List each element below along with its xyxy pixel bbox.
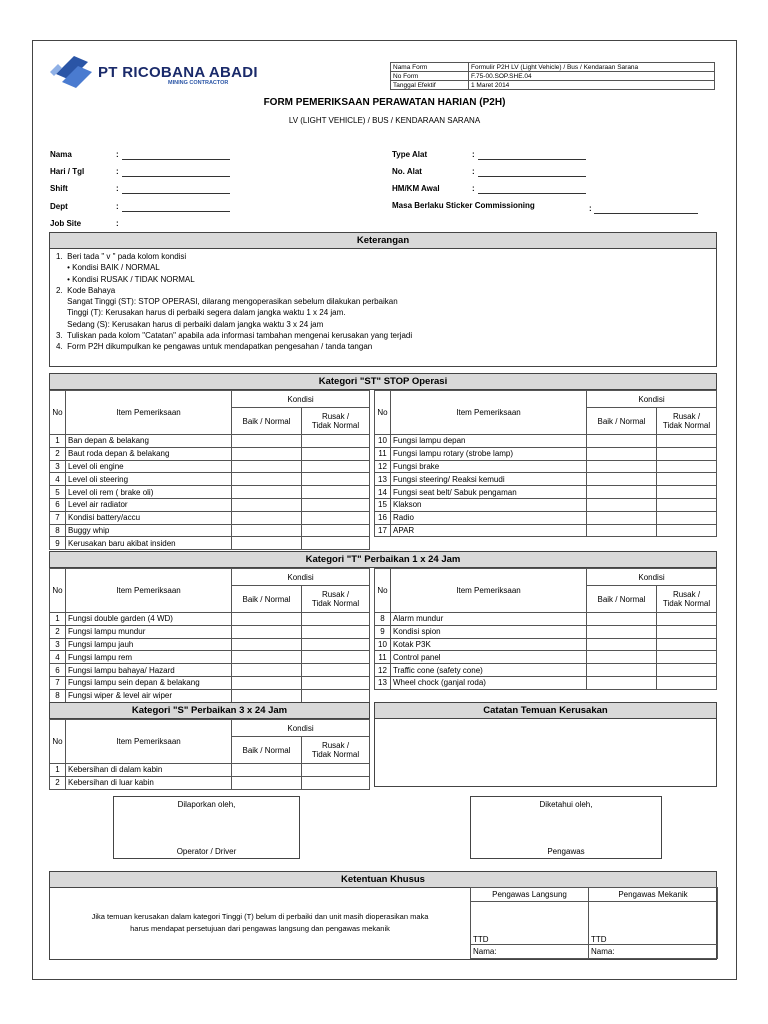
check-rusak[interactable] [657, 486, 717, 499]
check-rusak[interactable] [302, 676, 370, 689]
col-rusak-header [302, 586, 370, 613]
ketentuan-box [49, 888, 717, 960]
row-no: 8 [50, 689, 66, 702]
col-kondisi-header: Kondisi [232, 569, 370, 586]
row-no: 4 [50, 473, 66, 486]
check-rusak[interactable] [302, 447, 370, 460]
rusak-line-2: Tidak Normal [311, 599, 360, 608]
s-table-left [49, 719, 370, 790]
field-label: Shift [50, 184, 68, 193]
check-baik[interactable] [232, 435, 302, 448]
col-baik-header: Baik / Normal [587, 408, 657, 435]
col-no-header: No [50, 720, 66, 764]
nama-langsung[interactable]: Nama: [471, 944, 589, 958]
keterangan-line: 3. Tuliskan pada kolom "Catatan" apabila ada informasi tambahan mengenai kerusakan yang terjadi [56, 331, 413, 341]
signature-known-box[interactable] [470, 796, 662, 859]
check-rusak[interactable] [302, 511, 370, 524]
table-row [50, 689, 370, 702]
form-info-row [391, 63, 715, 72]
col-rusak-header [657, 586, 717, 613]
known-role: Pengawas [547, 847, 585, 856]
col-kondisi-header: Kondisi [587, 569, 717, 586]
ketentuan-text-2: harus mendapat persetujuan dari pengawas langsung dan pengawas mekanik [130, 924, 390, 933]
company-logo [48, 52, 258, 92]
check-baik[interactable] [232, 764, 302, 777]
row-item: Klakson [391, 498, 587, 511]
check-rusak[interactable] [302, 613, 370, 626]
pengawas-mekanik-header: Pengawas Mekanik [589, 888, 718, 902]
rusak-line-1: Rusak / [321, 590, 350, 599]
row-no: 7 [50, 511, 66, 524]
check-rusak[interactable] [302, 664, 370, 677]
row-item: Fungsi lampu jauh [66, 638, 232, 651]
keterangan-line: • Kondisi RUSAK / TIDAK NORMAL [56, 274, 195, 284]
field-label: Job Site [50, 219, 82, 228]
row-item: Kondisi battery/accu [66, 511, 232, 524]
row-item: Kerusakan baru akibat insiden [66, 537, 232, 550]
table-row [375, 638, 717, 651]
check-baik[interactable] [232, 676, 302, 689]
check-rusak[interactable] [302, 460, 370, 473]
rusak-line-1: Rusak / [321, 412, 350, 421]
row-no: 15 [375, 498, 391, 511]
row-no: 2 [50, 776, 66, 789]
check-rusak[interactable] [302, 638, 370, 651]
field-input[interactable] [594, 204, 698, 214]
row-no: 2 [50, 447, 66, 460]
col-baik-header: Baik / Normal [232, 408, 302, 435]
row-item: Fungsi brake [391, 460, 587, 473]
check-rusak[interactable] [657, 498, 717, 511]
known-label: Diketahui oleh, [539, 800, 593, 809]
table-row [375, 625, 717, 638]
row-no: 3 [50, 460, 66, 473]
row-item: Fungsi lampu mundur [66, 625, 232, 638]
keterangan-line: Tinggi (T): Kerusakan harus di perbaiki segera dalam jangka waktu 1 x 24 jam. [56, 308, 346, 318]
check-baik[interactable] [232, 486, 302, 499]
kategori-s-title: Kategori "S" Perbaikan 3 x 24 Jam [49, 702, 370, 719]
check-baik[interactable] [232, 511, 302, 524]
table-row [375, 676, 717, 689]
field-input[interactable] [122, 184, 230, 194]
check-baik[interactable] [587, 524, 657, 537]
field-input[interactable] [478, 184, 586, 194]
check-baik[interactable] [587, 511, 657, 524]
check-rusak[interactable] [302, 498, 370, 511]
check-rusak[interactable] [302, 486, 370, 499]
rusak-line-1: Rusak / [672, 412, 701, 421]
check-baik[interactable] [587, 638, 657, 651]
row-no: 3 [50, 638, 66, 651]
row-item: Buggy whip [66, 524, 232, 537]
row-no: 13 [375, 676, 391, 689]
table-row [375, 651, 717, 664]
check-rusak[interactable] [657, 460, 717, 473]
field-input[interactable] [122, 202, 230, 212]
logo-mark-icon [48, 52, 100, 92]
field-colon: : [589, 204, 592, 213]
row-item: APAR [391, 524, 587, 537]
check-rusak[interactable] [302, 764, 370, 777]
check-rusak[interactable] [657, 435, 717, 448]
row-item: Wheel chock (ganjal roda) [391, 676, 587, 689]
col-item-header: Item Pemeriksaan [391, 391, 587, 435]
keterangan-box [49, 249, 717, 367]
field-colon: : [116, 184, 119, 193]
rusak-line-2: Tidak Normal [662, 599, 711, 608]
field-colon: : [116, 202, 119, 211]
check-baik[interactable] [232, 524, 302, 537]
row-no: 12 [375, 460, 391, 473]
row-item: Level oli rem ( brake oli) [66, 486, 232, 499]
row-no: 5 [50, 486, 66, 499]
row-no: 10 [375, 435, 391, 448]
form-info-table [390, 62, 715, 90]
keterangan-line: Sedang (S): Kerusakan harus di perbaiki dalam jangka waktu 3 x 24 jam [56, 319, 324, 329]
table-row [375, 511, 717, 524]
check-baik[interactable] [587, 664, 657, 677]
keterangan-line: 2. Kode Bahaya [56, 285, 116, 295]
company-name: PT RICOBANA ABADI [98, 64, 258, 81]
nama-mekanik[interactable]: Nama: [589, 944, 718, 958]
form-info-value: 1 Maret 2014 [469, 81, 715, 90]
col-rusak-header [302, 408, 370, 435]
row-item: Radio [391, 511, 587, 524]
col-item-header: Item Pemeriksaan [66, 569, 232, 613]
table-row [50, 435, 370, 448]
ketentuan-sign-table [470, 887, 718, 959]
check-rusak[interactable] [657, 676, 717, 689]
table-row [50, 486, 370, 499]
ketentuan-title: Ketentuan Khusus [49, 871, 717, 888]
row-no: 12 [375, 664, 391, 677]
t-table-right [374, 568, 717, 690]
row-item: Alarm mundur [391, 613, 587, 626]
col-kondisi-header: Kondisi [587, 391, 717, 408]
check-baik[interactable] [587, 460, 657, 473]
form-title: FORM PEMERIKSAAN PERAWATAN HARIAN (P2H) [263, 97, 506, 108]
field-label: Type Alat [392, 150, 428, 159]
kategori-st-title: Kategori "ST" STOP Operasi [49, 373, 717, 390]
t-table-left [49, 568, 370, 703]
table-row [50, 498, 370, 511]
pengawas-langsung-header: Pengawas Langsung [471, 888, 589, 902]
check-rusak[interactable] [302, 689, 370, 702]
check-baik[interactable] [232, 460, 302, 473]
row-item: Traffic cone (safety cone) [391, 664, 587, 677]
col-rusak-header [657, 408, 717, 435]
field-colon: : [116, 150, 119, 159]
check-rusak[interactable] [657, 524, 717, 537]
reported-label: Dilaporkan oleh, [177, 800, 236, 809]
row-item: Fungsi lampu rem [66, 651, 232, 664]
check-rusak[interactable] [657, 638, 717, 651]
row-item: Control panel [391, 651, 587, 664]
col-no-header: No [50, 391, 66, 435]
keterangan-line: Sangat Tinggi (ST): STOP OPERASI, dilarang mengoperasikan sebelum dilakukan perbaikan [56, 297, 398, 307]
table-row [50, 524, 370, 537]
col-no-header: No [50, 569, 66, 613]
row-item: Fungsi lampu sein depan & belakang [66, 676, 232, 689]
check-rusak[interactable] [302, 651, 370, 664]
row-no: 2 [50, 625, 66, 638]
row-no: 11 [375, 651, 391, 664]
field-input[interactable] [478, 167, 586, 177]
field-colon: : [116, 219, 119, 228]
form-info-key: No Form [391, 72, 469, 81]
check-rusak[interactable] [302, 435, 370, 448]
field-colon: : [472, 150, 475, 159]
check-baik[interactable] [587, 486, 657, 499]
keterangan-title: Keterangan [49, 232, 717, 249]
row-item: Fungsi steering/ Reaksi kemudi [391, 473, 587, 486]
check-rusak[interactable] [657, 664, 717, 677]
col-item-header: Item Pemeriksaan [66, 720, 232, 764]
row-item: Level oli steering [66, 473, 232, 486]
check-baik[interactable] [587, 473, 657, 486]
check-baik[interactable] [232, 689, 302, 702]
check-baik[interactable] [587, 613, 657, 626]
keterangan-line: 1. Beri tada " v " pada kolom kondisi [56, 252, 187, 261]
field-label: Nama [50, 150, 72, 159]
row-no: 1 [50, 435, 66, 448]
ketentuan-text-1: Jika temuan kerusakan dalam kategori Tinggi (T) belum di perbaiki dan unit masih dioperasikan maka [91, 912, 429, 921]
field-input[interactable] [122, 150, 230, 160]
check-baik[interactable] [587, 435, 657, 448]
field-colon: : [472, 167, 475, 176]
check-baik[interactable] [587, 676, 657, 689]
check-rusak[interactable] [302, 625, 370, 638]
row-item: Ban depan & belakang [66, 435, 232, 448]
col-item-header: Item Pemeriksaan [391, 569, 587, 613]
row-item: Fungsi lampu rotary (strobe lamp) [391, 447, 587, 460]
keterangan-line: 4. Form P2H dikumpulkan ke pengawas untuk mendapatkan pengesahan / tanda tangan [56, 342, 373, 352]
check-baik[interactable] [232, 625, 302, 638]
col-baik-header: Baik / Normal [587, 586, 657, 613]
row-item: Fungsi wiper & level air wiper [66, 689, 232, 702]
rusak-line-1: Rusak / [672, 590, 701, 599]
row-no: 11 [375, 447, 391, 460]
check-baik[interactable] [587, 447, 657, 460]
field-label: HM/KM Awal [392, 184, 440, 193]
check-baik[interactable] [232, 664, 302, 677]
company-tagline: MINING CONTRACTOR [168, 80, 229, 86]
col-kondisi-header: Kondisi [232, 720, 370, 737]
field-colon: : [472, 184, 475, 193]
table-row [50, 651, 370, 664]
catatan-box[interactable] [374, 719, 717, 787]
check-baik[interactable] [587, 651, 657, 664]
field-label: Dept [50, 202, 68, 211]
check-baik[interactable] [232, 537, 302, 550]
row-item: Fungsi seat belt/ Sabuk pengaman [391, 486, 587, 499]
check-baik[interactable] [232, 473, 302, 486]
col-no-header: No [375, 391, 391, 435]
check-baik[interactable] [232, 651, 302, 664]
table-row [375, 664, 717, 677]
col-rusak-header [302, 737, 370, 764]
table-row [50, 664, 370, 677]
table-row [375, 473, 717, 486]
table-row [50, 676, 370, 689]
form-info-row [391, 72, 715, 81]
check-rusak[interactable] [657, 625, 717, 638]
row-item: Fungsi lampu depan [391, 435, 587, 448]
col-baik-header: Baik / Normal [232, 586, 302, 613]
table-row [375, 447, 717, 460]
check-rusak[interactable] [302, 524, 370, 537]
row-item: Level air radiator [66, 498, 232, 511]
row-no: 1 [50, 764, 66, 777]
table-row [375, 613, 717, 626]
col-baik-header: Baik / Normal [232, 737, 302, 764]
kategori-t-title: Kategori "T" Perbaikan 1 x 24 Jam [49, 551, 717, 568]
table-row [50, 447, 370, 460]
table-row [50, 638, 370, 651]
row-no: 14 [375, 486, 391, 499]
row-no: 8 [50, 524, 66, 537]
check-baik[interactable] [232, 613, 302, 626]
row-item: Kondisi spion [391, 625, 587, 638]
rusak-line-2: Tidak Normal [662, 421, 711, 430]
field-colon: : [116, 167, 119, 176]
check-baik[interactable] [587, 625, 657, 638]
table-row [50, 764, 370, 777]
check-baik[interactable] [232, 776, 302, 789]
row-no: 6 [50, 664, 66, 677]
form-info-key: Nama Form [391, 63, 469, 72]
form-subtitle: LV (LIGHT VEHICLE) / BUS / KENDARAAN SARANA [288, 116, 481, 125]
check-rusak[interactable] [657, 511, 717, 524]
form-info-key: Tanggal Efektif [391, 81, 469, 90]
table-row [375, 524, 717, 537]
table-row [50, 537, 370, 550]
check-rusak[interactable] [657, 473, 717, 486]
table-row [375, 486, 717, 499]
table-row [375, 498, 717, 511]
row-item: Kotak P3K [391, 638, 587, 651]
row-no: 9 [375, 625, 391, 638]
row-item: Baut roda depan & belakang [66, 447, 232, 460]
form-info-value: Formulir P2H LV (Light Vehicle) / Bus / Kendaraan Sarana [469, 63, 715, 72]
field-input[interactable] [478, 150, 586, 160]
check-rusak[interactable] [657, 613, 717, 626]
row-item: Fungsi double garden (4 WD) [66, 613, 232, 626]
row-item: Fungsi lampu bahaya/ Hazard [66, 664, 232, 677]
field-input[interactable] [122, 167, 230, 177]
table-row [50, 625, 370, 638]
row-no: 4 [50, 651, 66, 664]
col-kondisi-header: Kondisi [232, 391, 370, 408]
check-baik[interactable] [232, 638, 302, 651]
row-no: 17 [375, 524, 391, 537]
reported-role: Operator / Driver [176, 847, 237, 856]
row-no: 9 [50, 537, 66, 550]
row-no: 6 [50, 498, 66, 511]
field-label: Hari / Tgl [50, 167, 85, 176]
st-table-right [374, 390, 717, 537]
row-item: Kebersihan di dalam kabin [66, 764, 232, 777]
table-row [50, 460, 370, 473]
check-baik[interactable] [587, 498, 657, 511]
table-row [375, 435, 717, 448]
keterangan-line: • Kondisi BAIK / NORMAL [56, 263, 160, 273]
table-row [50, 613, 370, 626]
check-rusak[interactable] [302, 537, 370, 550]
signature-reported-box[interactable] [113, 796, 300, 859]
rusak-line-1: Rusak / [321, 741, 350, 750]
row-no: 1 [50, 613, 66, 626]
ttd-mekanik[interactable]: TTD [589, 902, 718, 945]
check-baik[interactable] [232, 447, 302, 460]
st-table-left [49, 390, 370, 550]
rusak-line-2: Tidak Normal [311, 750, 360, 759]
form-info-row [391, 81, 715, 90]
table-row [50, 511, 370, 524]
check-rusak[interactable] [302, 473, 370, 486]
row-no: 13 [375, 473, 391, 486]
col-item-header: Item Pemeriksaan [66, 391, 232, 435]
row-item: Kebersihan di luar kabin [66, 776, 232, 789]
check-rusak[interactable] [302, 776, 370, 789]
table-row [375, 460, 717, 473]
row-no: 8 [375, 613, 391, 626]
ttd-langsung[interactable]: TTD [471, 902, 589, 945]
check-baik[interactable] [232, 498, 302, 511]
table-row [50, 473, 370, 486]
check-rusak[interactable] [657, 651, 717, 664]
row-item: Level oli engine [66, 460, 232, 473]
field-label: Masa Berlaku Sticker Commissioning [392, 201, 535, 210]
catatan-title: Catatan Temuan Kerusakan [374, 702, 717, 719]
row-no: 10 [375, 638, 391, 651]
form-info-value: F.75-00.SOP.SHE.04 [469, 72, 715, 81]
check-rusak[interactable] [657, 447, 717, 460]
row-no: 16 [375, 511, 391, 524]
rusak-line-2: Tidak Normal [311, 421, 360, 430]
table-row [50, 776, 370, 789]
field-label: No. Alat [392, 167, 422, 176]
row-no: 7 [50, 676, 66, 689]
col-no-header: No [375, 569, 391, 613]
